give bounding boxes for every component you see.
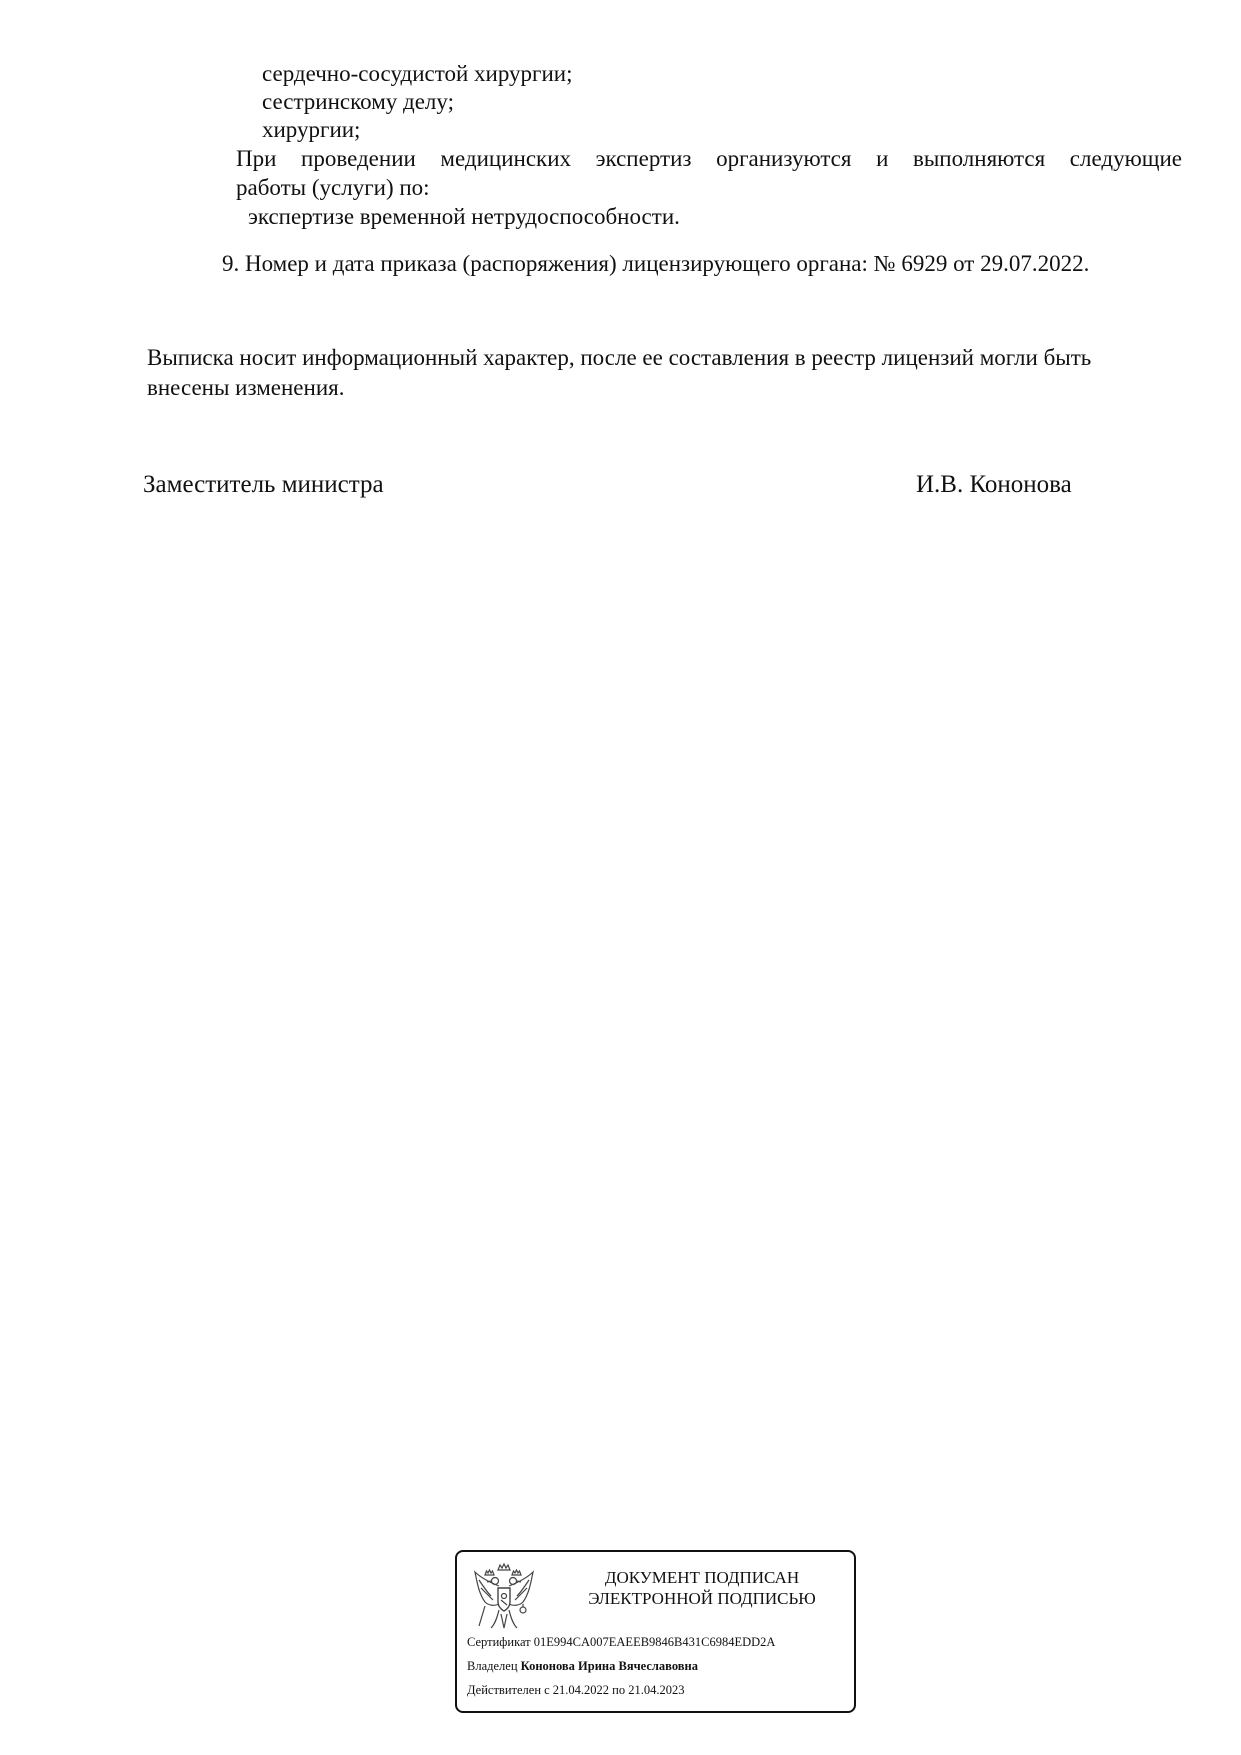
list-item-surgery: хирургии;	[262, 117, 361, 142]
stamp-title-line-2: ЭЛЕКТРОННОЙ ПОДПИСЬЮ	[588, 1589, 816, 1608]
item-9-order-number: 9. Номер и дата приказа (распоряжения) лицензирующего органа: № 6929 от 29.07.2022.	[222, 251, 1090, 276]
stamp-owner-value: Кононова Ирина Вячеславовна	[520, 1659, 698, 1673]
stamp-title-line-1: ДОКУМЕНТ ПОДПИСАН	[604, 1568, 800, 1587]
stamp-certificate-value: 01E994CA007EAEEB9846B431C6984EDD2A	[533, 1635, 776, 1649]
stamp-owner-label: Владелец	[467, 1659, 518, 1673]
stamp-owner	[467, 1658, 698, 1674]
list-item-nursing: сестринскому делу;	[262, 89, 454, 114]
russian-coat-of-arms-icon	[471, 1560, 537, 1634]
expertise-intro-line-2: работы (услуги) по:	[236, 175, 430, 200]
stamp-validity: Действителен с 21.04.2022 по 21.04.2023	[467, 1683, 685, 1697]
stamp-certificate	[467, 1634, 775, 1650]
stamp-certificate-label: Сертификат	[467, 1635, 531, 1649]
list-item-cardiovascular-surgery: сердечно-сосудистой хирургии;	[262, 61, 573, 86]
signatory-position: Заместитель министра	[143, 471, 384, 498]
notice-line-2: внесены изменения.	[147, 375, 345, 400]
electronic-signature-stamp	[455, 1550, 856, 1713]
expertise-item: экспертизе временной нетрудоспособности.	[248, 204, 680, 229]
signatory-name: И.В. Кононова	[916, 471, 1072, 498]
notice-line-1: Выписка носит информационный характер, после ее составления в реестр лицензий могли быть	[147, 345, 1092, 370]
expertise-intro-line-1: При проведении медицинских экспертиз организуются и выполняются следующие	[236, 146, 1182, 171]
